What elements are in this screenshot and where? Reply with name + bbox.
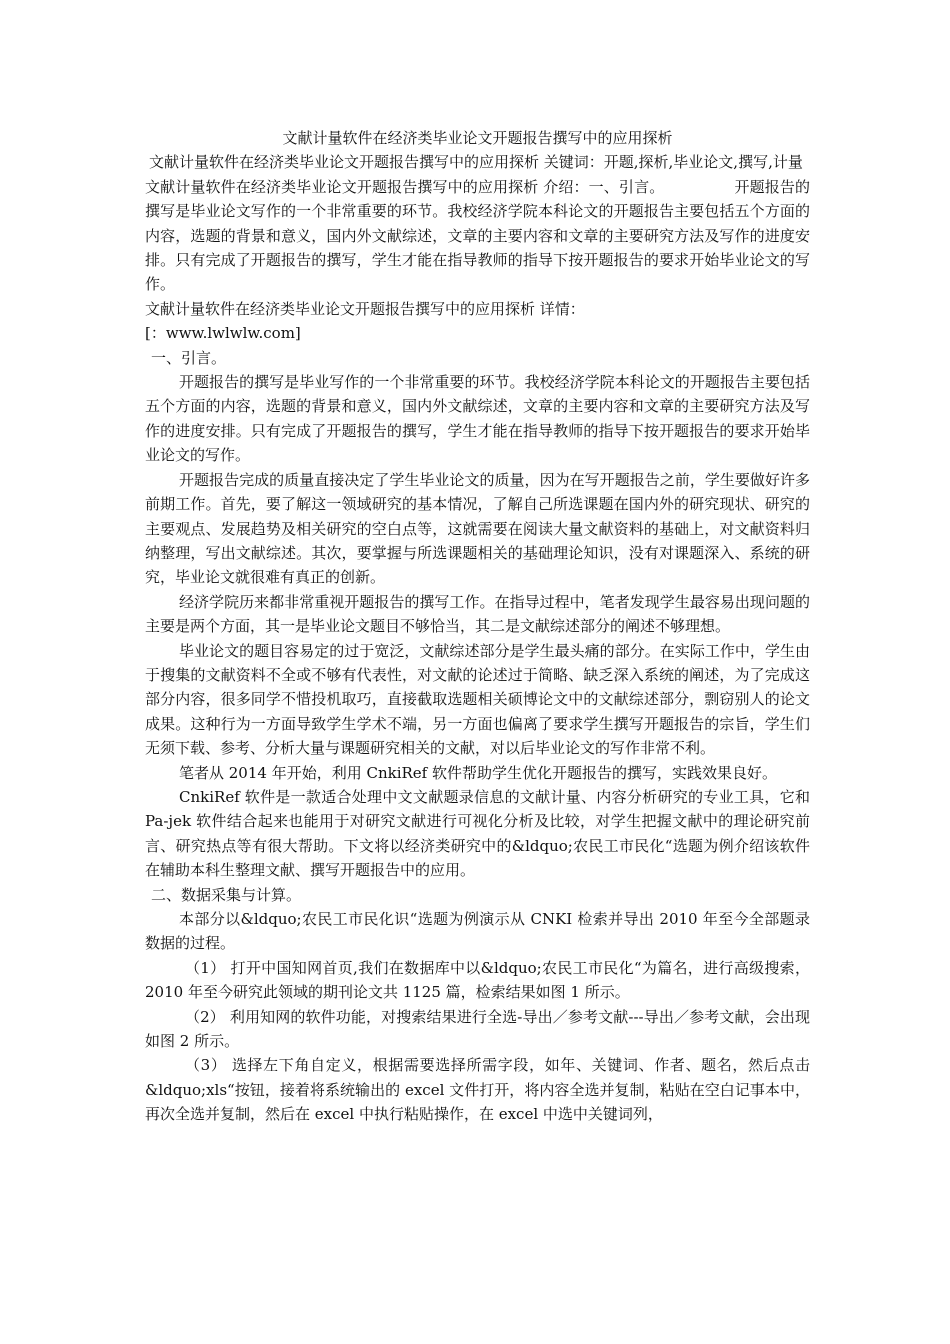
section-heading-data: 二、数据采集与计算。 — [151, 885, 302, 904]
step-paragraph: （3） 选择左下角自定义，根据需要选择所需字段，如年、关键词、作者、题名，然后点击&ldquo;xls“按钮，接着将系统输出的 excel 文件打开，将内容全选并复制，粘贴在空白记事本中，再次全选并复制，然后在 excel 中执行粘贴操作，在 excel 中选中关键词列， — [145, 1056, 810, 1124]
intro-paragraph — [145, 175, 810, 297]
intro-label: 文献计量软件在经济类毕业论文开题报告撰写中的应用探析 介绍：一、引言。 — [145, 177, 665, 196]
document-body — [145, 126, 810, 1127]
body-paragraph: 开题报告的撰写是毕业写作的一个非常重要的环节。我校经济学院本科论文的开题报告主要包括五个方面的内容，选题的背景和意义，国内外文献综述，文章的主要内容和文章的主要研究方法及写作的进度安排。只有完成了开题报告的撰写，学生才能在指导教师的指导下按开题报告的要求开始毕业论文的写作。 — [145, 373, 810, 465]
section-heading-intro: 一、引言。 — [151, 348, 227, 367]
source-line: [：www.lwlwlw.com] — [145, 324, 301, 343]
body-paragraph: CnkiRef 软件是一款适合处理中文文献题录信息的文献计量、内容分析研究的专业工具，它和 Pa-jek 软件结合起来也能用于对研究文献进行可视化分析及比较，对学生把握文献中的理论研究前言、研究热点等有很大帮助。下文将以经济类研究中的&ldquo;农民工市民化“选题为例介绍该软件在辅助本科生整理文献、撰写开题报告中的应用。 — [145, 787, 810, 880]
body-paragraph: 本部分以&ldquo;农民工市民化识“选题为例演示从 CNKI 检索并导出 2010 年至今全部题录数据的过程。 — [145, 910, 810, 953]
intro-text: 开题报告的撰写是毕业论文写作的一个非常重要的环节。我校经济学院本科论文的开题报告主要包括五个方面的内容，选题的背景和意义，国内外文献综述，文章的主要内容和文章的主要研究方法及写作的进度安排。只有完成了开题报告的撰写，学生才能在指导教师的指导下按开题报告的要求开始毕业论文的写作。 — [145, 177, 810, 294]
document-title: 文献计量软件在经济类毕业论文开题报告撰写中的应用探析 — [282, 129, 673, 147]
step-paragraph: （2） 利用知网的软件功能，对搜索结果进行全选-导出／参考文献---导出／参考文献，会出现如图 2 所示。 — [145, 1007, 810, 1051]
body-paragraph: 经济学院历来都非常重视开题报告的撰写工作。在指导过程中，笔者发现学生最容易出现问题的主要是两个方面，其一是毕业论文题目不够恰当，其二是文献综述部分的阐述不够理想。 — [145, 592, 810, 636]
body-paragraph: 开题报告完成的质量直接决定了学生毕业论文的质量，因为在写开题报告之前，学生要做好许多前期工作。首先，要了解这一领域研究的基本情况，了解自己所选课题在国内外的研究现状、研究的主要观点、发展趋势及相关研究的空白点等，这就需要在阅读大量文献资料的基础上，对文献资料归纳整理，写出文献综述。其次，要掌握与所选课题相关的基础理论知识，没有对课题深入、系统的研究，毕业论文就很难有真正的创新。 — [145, 470, 810, 587]
body-paragraph: 毕业论文的题目容易定的过于宽泛，文献综述部分是学生最头痛的部分。在实际工作中，学生由于搜集的文献资料不全或不够有代表性，对文献的论述过于简略、缺乏深入系统的阐述，为了完成这部分内容，很多同学不惜投机取巧，直接截取选题相关硕博论文中的文献综述部分，剽窃别人的论文成果。这种行为一方面导致学生学术不端，另一方面也偏离了要求学生撰写开题报告的宗旨，学生们无须下载、参考、分析大量与课题研究相关的文献，对以后毕业论文的写作非常不利。 — [145, 641, 810, 758]
keywords-line: 文献计量软件在经济类毕业论文开题报告撰写中的应用探析 关键词：开题,探析,毕业论文,撰写,计量 — [149, 153, 803, 172]
step-paragraph: （1） 打开中国知网首页,我们在数据库中以&ldquo;农民工市民化“为篇名，进行高级搜索，2010 年至今研究此领域的期刊论文共 1125 篇，检索结果如图 1 所示。 — [145, 958, 810, 1002]
body-paragraph: 笔者从 2014 年开始，利用 CnkiRef 软件帮助学生优化开题报告的撰写，实践效果良好。 — [179, 763, 777, 782]
details-line: 文献计量软件在经济类毕业论文开题报告撰写中的应用探析 详情： — [145, 299, 585, 318]
